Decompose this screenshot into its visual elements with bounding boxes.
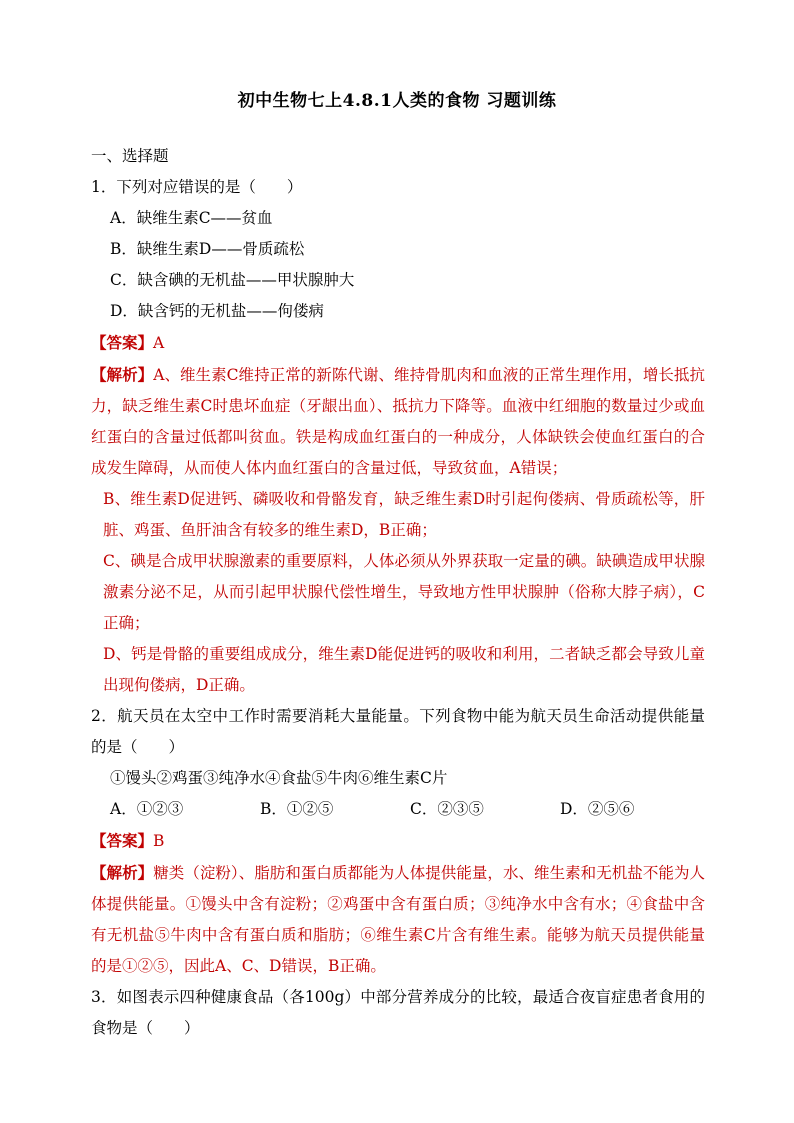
question-2-items: ①馒头②鸡蛋③纯净水④食盐⑤牛肉⑥维生素C片 [110,769,448,787]
question-2-analysis [91,857,705,982]
question-1-analysis-d: D、钙是骨骼的重要组成成分，维生素D能促进钙的吸收和利用，二者缺乏都会导致儿童出现佝偻病，D正确。 [103,645,705,694]
question-2-stem: 2．航天员在太空中工作时需要消耗大量能量。下列食物中能为航天员生命活动提供能量的是（ ） [91,707,705,756]
analysis-text: 糖类（淀粉）、脂肪和蛋白质都能为人体提供能量，水、维生素和无机盐不能为人体提供能量。①馒头中含有淀粉；②鸡蛋中含有蛋白质；③纯净水中含有水；④食盐中含有无机盐⑤牛肉中含有蛋白质和脂肪；⑥维生素C片含有维生素。能够为航天员提供能量的是①②⑤，因此A、C、D错误，B正确。 [91,864,705,975]
question-3-stem: 3．如图表示四种健康食品（各100g）中部分营养成分的比较，最适合夜盲症患者食用的食物是（ ） [91,988,705,1037]
question-2-option-a: A．①②③ [110,800,184,818]
answer-tag: 【答案】 [91,831,154,850]
document-body [91,141,705,1044]
analysis-tag: 【解析】 [91,365,154,384]
question-2-option-d: D．②⑤⑥ [560,800,635,818]
question-1-analysis-c: C、碘是合成甲状腺激素的重要原料，人体必须从外界获取一定量的碘。缺碘造成甲状腺激素分泌不足，从而引起甲状腺代偿性增生，导致地方性甲状腺肿（俗称大脖子病），C正确； [103,552,705,632]
question-2-option-c: C．②③⑤ [410,800,484,818]
question-1-analysis-b: B、维生素D促进钙、磷吸收和骨骼发育，缺乏维生素D时引起佝偻病、骨质疏松等，肝脏、鸡蛋、鱼肝油含有较多的维生素D，B正确； [103,490,705,539]
question-1-answer [91,327,705,359]
question-1-option-d: D．缺含钙的无机盐——佝偻病 [110,302,324,320]
answer-tag: 【答案】 [91,333,154,352]
question-1-option-c: C．缺含碘的无机盐——甲状腺肿大 [110,271,355,289]
question-2-answer [91,825,705,857]
page-title: 初中生物七上4.8.1人类的食物 习题训练 [237,91,557,111]
answer-value: B [153,832,165,850]
question-2-option-b: B．①②⑤ [260,800,334,818]
answer-value: A [153,334,165,352]
analysis-text: A、维生素C维持正常的新陈代谢、维持骨肌肉和血液的正常生理作用，增长抵抗力，缺乏维生素C时患坏血症（牙龈出血）、抵抗力下降等。血液中红细胞的数量过少或血红蛋白的含量过低都叫贫血。铁是构成血红蛋白的一种成分，人体缺铁会使血红蛋白的合成发生障碍，从而使人体内血红蛋白的含量过低，导致贫血，A错误； [91,366,705,477]
analysis-tag: 【解析】 [91,863,154,882]
question-1-option-b: B．缺维生素D——骨质疏松 [110,240,305,258]
section-heading: 一、选择题 [91,147,169,165]
question-2-options [91,794,705,825]
question-1-stem: 1．下列对应错误的是（ ） [91,178,303,196]
question-1-analysis-a [91,359,705,484]
question-1-option-a: A．缺维生素C——贫血 [110,209,273,227]
